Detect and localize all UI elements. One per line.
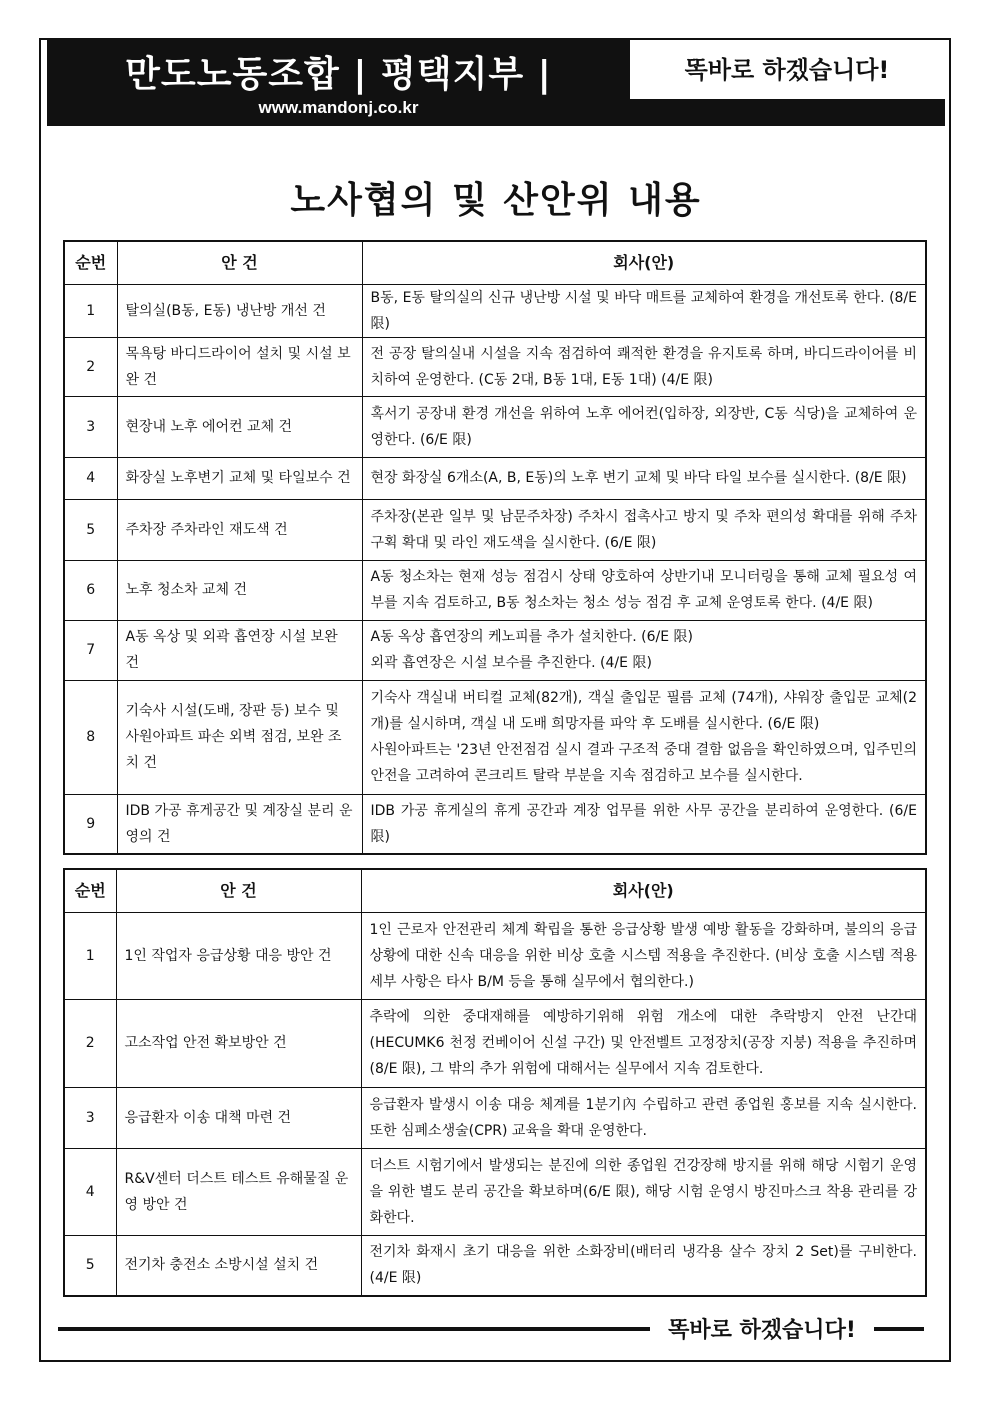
row-item: IDB 가공 휴게공간 및 계장실 분리 운영의 건 <box>117 794 362 854</box>
row-item: 고소작업 안전 확보방안 건 <box>116 999 361 1087</box>
row-result: 추락에 의한 중대재해를 예방하기위해 위험 개소에 대한 추락방지 안전 난간대(HECUMK6 천정 컨베이어 신설 구간) 및 안전벨트 고정장치(공장 지붕) 적용을 추진하며(8/E 限), 그 밖의 추가 위험에 대해서는 실무에서 지속 검토한다. <box>361 999 926 1087</box>
row-item: 1인 작업자 응급상황 대응 방안 건 <box>116 912 361 999</box>
table-header-row <box>64 869 926 912</box>
row-number: 4 <box>64 457 117 499</box>
row-result <box>362 620 926 680</box>
column-header-item: 안 건 <box>117 241 362 284</box>
table-row <box>64 1148 926 1235</box>
table-row <box>64 499 926 560</box>
header-slogan: 똑바로 하겠습니다! <box>684 56 890 84</box>
row-result: 현장 화장실 6개소(A, B, E동)의 노후 변기 교체 및 바닥 타일 보수를 실시한다. (8/E 限) <box>362 457 926 499</box>
row-item: 주차장 주차라인 재도색 건 <box>117 499 362 560</box>
row-result: 주차장(본관 일부 및 남문주차장) 주차시 접촉사고 방지 및 주차 편의성 확대를 위해 주차구획 확대 및 라인 재도색을 실시한다. (6/E 限) <box>362 499 926 560</box>
table-row <box>64 912 926 999</box>
table-row <box>64 999 926 1087</box>
row-number: 4 <box>64 1148 116 1235</box>
table-row <box>64 337 926 396</box>
row-result: 응급환자 발생시 이송 대응 체계를 1분기內 수립하고 관련 종업원 홍보를 지속 실시한다. 또한 심폐소생술(CPR) 교육을 확대 운영한다. <box>361 1087 926 1148</box>
column-header-result: 회사(안) <box>362 241 926 284</box>
page-title: 노사협의 및 산안위 내용 <box>290 180 702 221</box>
table-row <box>64 1235 926 1296</box>
row-result: IDB 가공 휴게실의 휴게 공간과 계장 업무를 위한 사무 공간을 분리하여 운영한다. (6/E限) <box>362 794 926 854</box>
row-result: 혹서기 공장내 환경 개선을 위하여 노후 에어컨(입하장, 외장반, C동 식당)을 교체하여 운영한다. (6/E 限) <box>362 396 926 457</box>
row-result-line: A동 옥상 흡연장의 케노피를 추가 설치한다. (6/E 限) <box>370 629 693 645</box>
row-item: 화장실 노후변기 교체 및 타일보수 건 <box>117 457 362 499</box>
header-bar <box>630 99 945 126</box>
row-result <box>362 680 926 794</box>
labor-council-table <box>63 240 927 855</box>
row-result-line: 사원아파트는 '23년 안전점검 실시 결과 구조적 중대 결함 없음을 확인하였으며, 입주민의 안전을 고려하여 콘크리트 탈락 부분을 지속 점검하고 보수를 실시한다. <box>370 742 918 784</box>
row-number: 1 <box>64 912 116 999</box>
row-number: 2 <box>64 337 117 396</box>
column-header-item: 안 건 <box>116 869 361 912</box>
table-row <box>64 620 926 680</box>
row-item: 전기차 충전소 소방시설 설치 건 <box>116 1235 361 1296</box>
row-item: 노후 청소차 교체 건 <box>117 560 362 620</box>
footer-rule-right <box>874 1327 924 1331</box>
row-result: 1인 근로자 안전관리 체계 확립을 통한 응급상황 발생 예방 활동을 강화하며, 불의의 응급상황에 대한 신속 대응을 위한 비상 호출 시스템 적용을 추진한다. (비상 호출 시스템 적용 세부 사항은 타사 B/M 등을 통해 실무에서 협의한다.) <box>361 912 926 999</box>
row-item: A동 옥상 및 외곽 흡연장 시설 보완 건 <box>117 620 362 680</box>
row-number: 9 <box>64 794 117 854</box>
row-number: 2 <box>64 999 116 1087</box>
org-title: 만도노동조합 | 평택지부 | <box>125 54 552 95</box>
row-number: 6 <box>64 560 117 620</box>
row-number: 7 <box>64 620 117 680</box>
table-row <box>64 457 926 499</box>
table-header-row <box>64 241 926 284</box>
row-number: 5 <box>64 1235 116 1296</box>
row-result-line: 외곽 흡연장은 시설 보수를 추진한다. (4/E 限) <box>370 655 652 671</box>
safety-committee-table <box>63 868 927 1297</box>
table-row <box>64 284 926 337</box>
table-row <box>64 560 926 620</box>
column-header-number: 순번 <box>64 241 117 284</box>
row-item: 응급환자 이송 대책 마련 건 <box>116 1087 361 1148</box>
table-row <box>64 396 926 457</box>
column-header-result: 회사(안) <box>361 869 926 912</box>
row-number: 3 <box>64 1087 116 1148</box>
row-item: 현장내 노후 에어컨 교체 건 <box>117 396 362 457</box>
org-url[interactable]: www.mandonj.co.kr <box>258 98 419 117</box>
row-number: 5 <box>64 499 117 560</box>
row-number: 8 <box>64 680 117 794</box>
row-result: 전 공장 탈의실내 시설을 지속 점검하여 쾌적한 환경을 유지토록 하며, 바디드라이어를 비치하여 운영한다. (C동 2대, B동 1대, E동 1대) (4/E 限) <box>362 337 926 396</box>
row-result: 전기차 화재시 초기 대응을 위한 소화장비(배터리 냉각용 살수 장치 2 Set)를 구비한다. (4/E 限) <box>361 1235 926 1296</box>
footer-slogan: 똑바로 하겠습니다! <box>668 1318 856 1343</box>
column-header-number: 순번 <box>64 869 116 912</box>
row-number: 1 <box>64 284 117 337</box>
row-item: 탈의실(B동, E동) 냉난방 개선 건 <box>117 284 362 337</box>
table-row <box>64 680 926 794</box>
row-result: A동 청소차는 현재 성능 점검시 상태 양호하여 상반기내 모니터링을 통해 교체 필요성 여부를 지속 검토하고, B동 청소차는 청소 성능 점검 후 교체 운영토록 한다. (4/E 限) <box>362 560 926 620</box>
row-result-line: 기숙사 객실내 버티컬 교체(82개), 객실 출입문 필름 교체 (74개), 샤워장 출입문 교체(2개)를 실시하며, 객실 내 도배 희망자를 파악 후 도배를 실시한다. (6/E 限) <box>370 690 917 732</box>
row-item: 목욕탕 바디드라이어 설치 및 시설 보완 건 <box>117 337 362 396</box>
row-item: 기숙사 시설(도배, 장판 등) 보수 및 사원아파트 파손 외벽 점검, 보완 조치 건 <box>117 680 362 794</box>
table-row <box>64 794 926 854</box>
row-result: 더스트 시험기에서 발생되는 분진에 의한 종업원 건강장해 방지를 위해 해당 시험기 운영을 위한 별도 분리 공간을 확보하며(6/E 限), 해당 시험 운영시 방진마스크 착용 관리를 강화한다. <box>361 1148 926 1235</box>
row-number: 3 <box>64 396 117 457</box>
header-banner <box>47 38 630 126</box>
table-row <box>64 1087 926 1148</box>
row-item: R&V센터 더스트 테스트 유해물질 운영 방안 건 <box>116 1148 361 1235</box>
footer-rule-left <box>58 1327 650 1331</box>
row-result: B동, E동 탈의실의 신규 냉난방 시설 및 바닥 매트를 교체하여 환경을 개선토록 한다. (8/E 限) <box>362 284 926 337</box>
